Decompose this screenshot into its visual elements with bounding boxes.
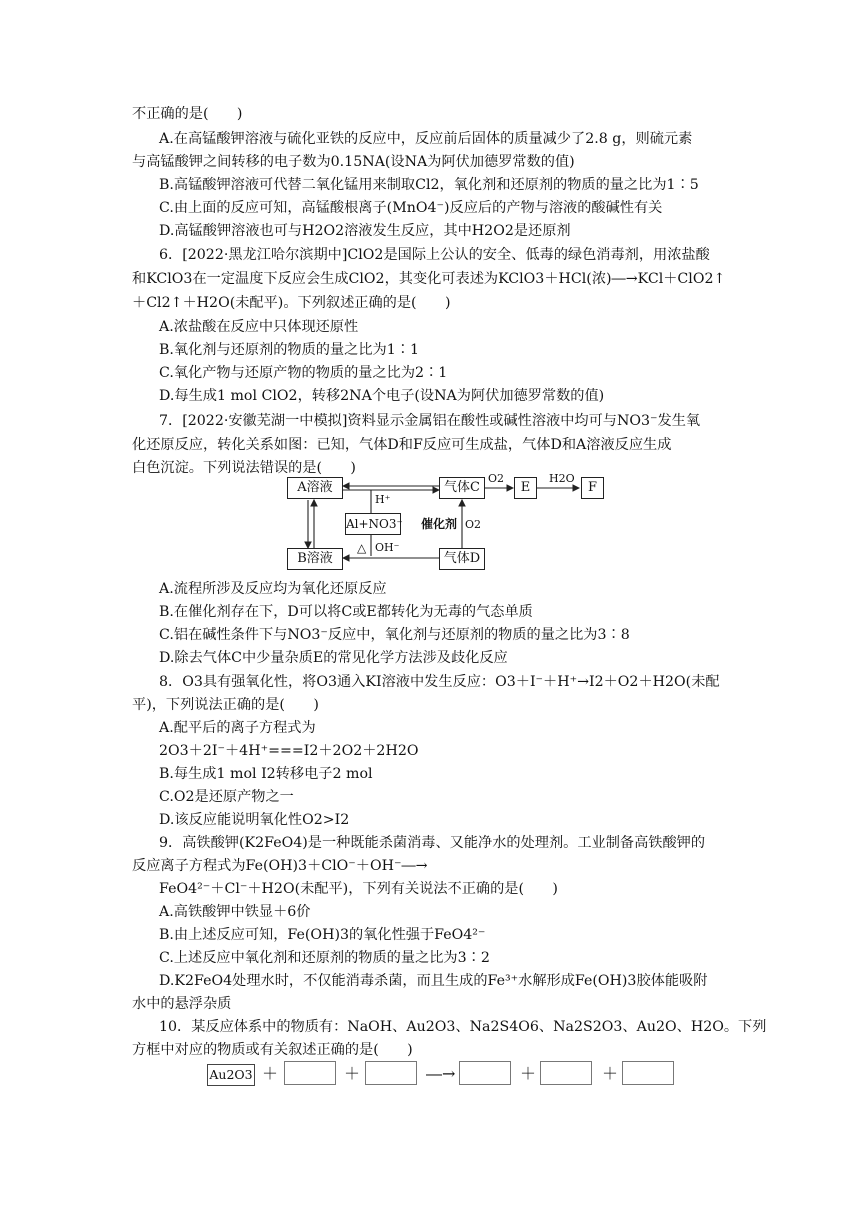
option-a: A.配平后的离子方程式为	[159, 720, 316, 736]
text-line: 不正确的是( )	[132, 106, 243, 122]
gas-d-box: 气体D	[439, 548, 485, 570]
blank-box-1[interactable]	[284, 1061, 336, 1085]
option-c: C.上述反应中氧化剂和还原剂的物质的量之比为3∶2	[159, 950, 490, 966]
question-6-stem: 6．[2022·黑龙江哈尔滨期中]ClO2是国际上公认的安全、低毒的绿色消毒剂，用浓盐酸	[159, 247, 710, 263]
plus-sign: ＋	[344, 1064, 361, 1083]
option-a: A.浓盐酸在反应中只体现还原性	[159, 319, 359, 335]
b-solution-box: B溶液	[287, 548, 343, 570]
f-box: F	[581, 477, 604, 499]
al-no3-box: Al+NO3⁻	[345, 513, 401, 535]
text-line: ＋Cl2↑＋H2O(未配平)。下列叙述正确的是( )	[132, 295, 451, 311]
text-line: 水中的悬浮杂质	[132, 996, 232, 1012]
text-line: A.在高锰酸钾溶液与硫化亚铁的反应中，反应前后固体的质量减少了2.8 g，则硫元素	[159, 131, 693, 147]
blank-box-5[interactable]	[622, 1061, 674, 1085]
e-box: E	[514, 477, 537, 499]
option-d: D.除去气体C中少量杂质E的常见化学方法涉及歧化反应	[159, 650, 508, 666]
text-line: C.由上面的反应可知，高锰酸根离子(MnO4⁻)反应后的产物与溶液的酸碱性有关	[159, 200, 663, 216]
plus-sign: ＋	[262, 1064, 279, 1083]
option-a: A.流程所涉及反应均为氧化还原反应	[159, 581, 387, 597]
text-line: D.高锰酸钾溶液也可与H2O2溶液发生反应，其中H2O2是还原剂	[159, 223, 571, 239]
catalyst-label: 催化剂	[421, 517, 458, 531]
question-8-stem: 8．O3具有强氧化性，将O3通入KI溶液中发生反应：O3＋I⁻＋H⁺→I2＋O2＋H2O(未配	[159, 674, 720, 690]
option-d: D.K2FeO4处理水时，不仅能消毒杀菌，而且生成的Fe³⁺水解形成Fe(OH)3胶体能吸附	[159, 973, 708, 989]
text-line: 化还原反应，转化关系如图：已知，气体D和F反应可生成盐，气体D和A溶液反应生成	[132, 437, 672, 453]
option-c: C.氧化产物与还原产物的物质的量之比为2∶1	[159, 365, 448, 381]
text-line: 反应离子方程式为Fe(OH)3＋ClO⁻＋OH⁻―→	[132, 858, 428, 874]
blank-box-4[interactable]	[540, 1061, 592, 1085]
a-solution-box: A溶液	[287, 477, 343, 499]
au2o3-box: Au2O3	[207, 1064, 255, 1086]
option-b: B.每生成1 mol I2转移电子2 mol	[159, 766, 373, 782]
h-plus-label: H⁺	[375, 493, 391, 506]
option-b: B.由上述反应可知，Fe(OH)3的氧化性强于FeO4²⁻	[159, 927, 486, 943]
text-line: B.高锰酸钾溶液可代替二氧化锰用来制取Cl2，氧化剂和还原剂的物质的量之比为1∶5	[159, 177, 699, 193]
plus-sign: ＋	[602, 1064, 619, 1083]
option-b: B.在催化剂存在下，D可以将C或E都转化为无毒的气态单质	[159, 604, 533, 620]
option-d: D.该反应能说明氧化性O2>I2	[159, 812, 350, 828]
reaction-flow-diagram	[285, 472, 615, 572]
equation-line: 2O3＋2I⁻＋4H⁺===I2＋2O2＋2H2O	[159, 743, 419, 759]
question-10-stem: 10．某反应体系中的物质有：NaOH、Au2O3、Na2S4O6、Na2S2O3、Au2O、H2O。下列	[159, 1019, 767, 1035]
option-d: D.每生成1 mol ClO2，转移2NA个电子(设NA为阿伏加德罗常数的值)	[159, 388, 605, 404]
o2-label-side: O2	[465, 518, 482, 531]
h2o-label: H2O	[549, 472, 575, 485]
text-line: 平)，下列说法正确的是( )	[132, 697, 319, 713]
oh-minus-label: OH⁻	[375, 541, 400, 554]
plus-sign: ＋	[520, 1064, 537, 1083]
blank-box-3[interactable]	[459, 1061, 511, 1085]
text-line: 方框中对应的物质或有关叙述正确的是( )	[132, 1042, 413, 1058]
blank-box-2[interactable]	[365, 1061, 417, 1085]
text-line: 和KClO3在一定温度下反应会生成ClO2，其变化可表述为KClO3＋HCl(浓)―→KCl＋ClO2↑	[132, 271, 726, 287]
o2-label-top: O2	[488, 472, 505, 485]
heat-symbol: △	[357, 541, 367, 555]
option-a: A.高铁酸钾中铁显＋6价	[159, 904, 311, 920]
option-c: C.铝在碱性条件下与NO3⁻反应中，氧化剂与还原剂的物质的量之比为3∶8	[159, 627, 630, 643]
question-9-stem: 9．高铁酸钾(K2FeO4)是一种既能杀菌消毒、又能净水的处理剂。工业制备高铁酸钾的	[159, 835, 706, 851]
option-c: C.O2是还原产物之一	[159, 789, 294, 805]
question-7-stem: 7．[2022·安徽芜湖一中模拟]资料显示金属铝在酸性或碱性溶液中均可与NO3⁻发生氧	[159, 413, 701, 429]
reaction-arrow: ―→	[426, 1064, 456, 1083]
text-line: 白色沉淀。下列说法错误的是( )	[132, 460, 356, 476]
gas-c-box: 气体C	[439, 477, 485, 499]
text-line: FeO4²⁻＋Cl⁻＋H2O(未配平)，下列有关说法不正确的是( )	[159, 881, 558, 897]
text-line: 与高锰酸钾之间转移的电子数为0.15NA(设NA为阿伏加德罗常数的值)	[132, 154, 575, 170]
option-b: B.氧化剂与还原剂的物质的量之比为1∶1	[159, 342, 419, 358]
